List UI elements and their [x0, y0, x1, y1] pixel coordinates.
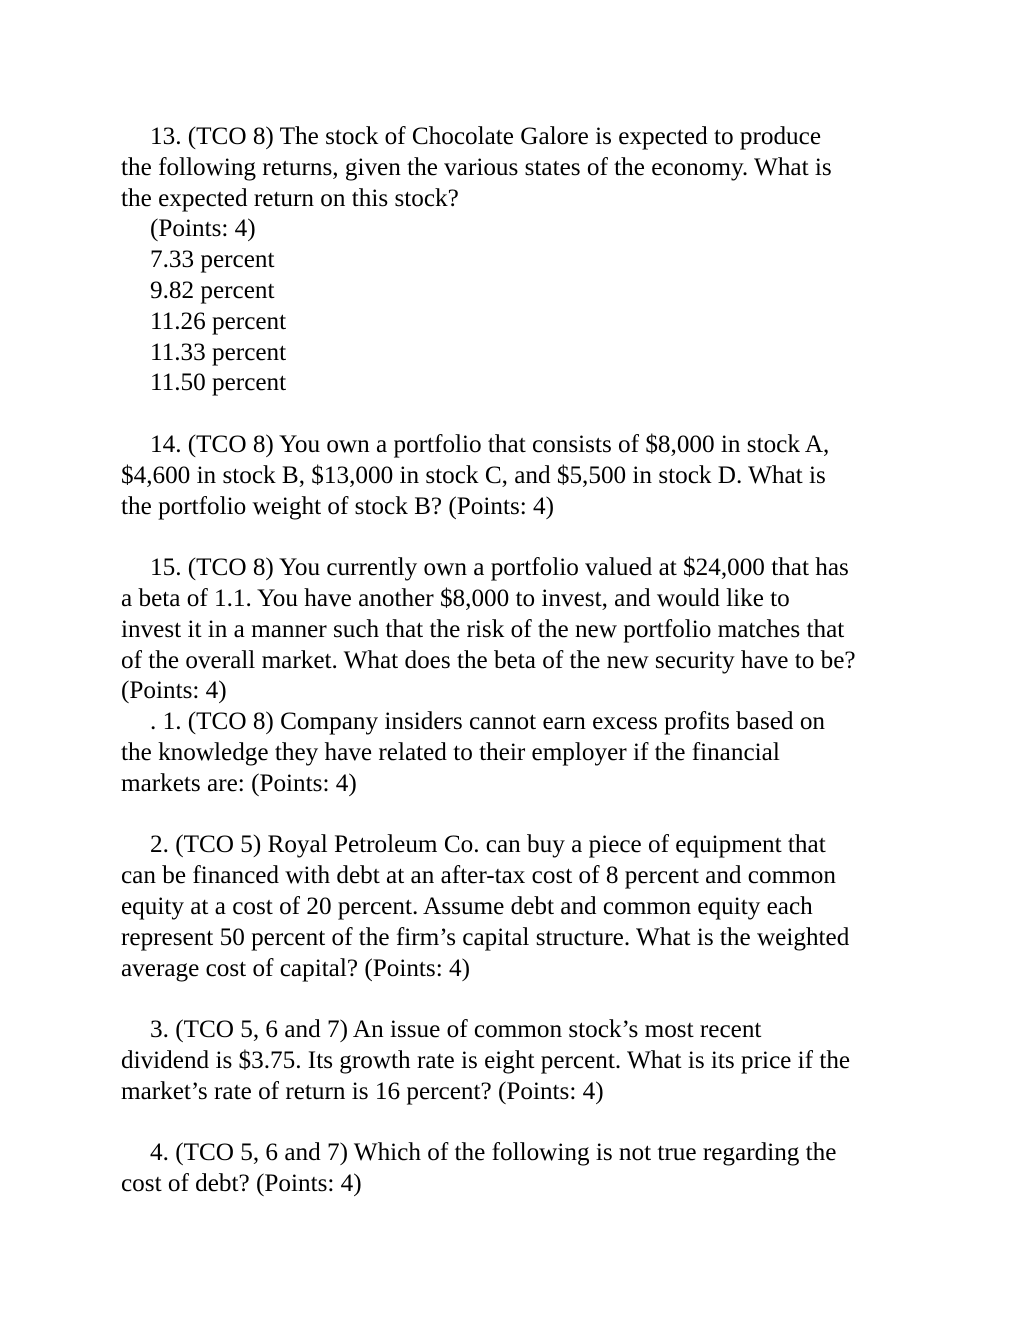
question-14-line-3: the portfolio weight of stock B? (Points: 4)	[121, 492, 555, 520]
question-15	[121, 553, 911, 707]
question-3	[121, 1015, 911, 1107]
paragraph-gap	[121, 800, 911, 831]
paragraph-gap	[121, 984, 911, 1015]
question-13-option-1: 7.33 percent	[150, 246, 275, 274]
question-15-line-1: 15. (TCO 8) You currently own a portfolio valued at $24,000 that has	[150, 554, 849, 582]
question-2-line-1: 2. (TCO 5) Royal Petroleum Co. can buy a piece of equipment that	[150, 831, 826, 859]
question-13-line-3: the expected return on this stock?	[121, 184, 459, 212]
question-13-option-3: 11.26 percent	[150, 307, 287, 335]
paragraph-gap	[121, 399, 911, 430]
question-14	[121, 430, 911, 522]
question-13	[121, 122, 911, 399]
question-2-line-3: equity at a cost of 20 percent. Assume debt and common equity each	[121, 892, 813, 920]
question-13-option-4: 11.33 percent	[150, 338, 287, 366]
question-3-line-2: dividend is $3.75. Its growth rate is eight percent. What is its price if the	[121, 1046, 851, 1074]
question-4	[121, 1138, 911, 1200]
question-4-line-1: 4. (TCO 5, 6 and 7) Which of the following is not true regarding the	[150, 1139, 837, 1167]
question-14-line-2: $4,600 in stock B, $13,000 in stock C, and $5,500 in stock D. What is	[121, 461, 826, 489]
question-13-points: (Points: 4)	[150, 215, 256, 243]
question-4-line-2: cost of debt? (Points: 4)	[121, 1170, 362, 1198]
document-page	[121, 122, 911, 1200]
question-13-option-5: 11.50 percent	[150, 369, 287, 397]
question-15-line-4: of the overall market. What does the beta of the new security have to be?	[121, 646, 856, 674]
question-3-line-1: 3. (TCO 5, 6 and 7) An issue of common stock’s most recent	[150, 1016, 762, 1044]
question-1	[121, 707, 911, 799]
question-13-line-2: the following returns, given the various states of the economy. What is	[121, 153, 832, 181]
question-15-line-2: a beta of 1.1. You have another $8,000 to invest, and would like to	[121, 584, 790, 612]
question-1-line-3: markets are: (Points: 4)	[121, 769, 357, 797]
question-2-line-4: represent 50 percent of the firm’s capital structure. What is the weighted	[121, 923, 850, 951]
question-2	[121, 830, 911, 984]
question-14-line-1: 14. (TCO 8) You own a portfolio that consists of $8,000 in stock A,	[150, 430, 830, 458]
question-1-line-1: . 1. (TCO 8) Company insiders cannot earn excess profits based on	[150, 708, 826, 736]
paragraph-gap	[121, 522, 911, 553]
paragraph-gap	[121, 1108, 911, 1139]
question-15-line-5: (Points: 4)	[121, 677, 227, 705]
question-1-line-2: the knowledge they have related to their employer if the financial	[121, 738, 780, 766]
question-3-line-3: market’s rate of return is 16 percent? (Points: 4)	[121, 1077, 604, 1105]
question-15-line-3: invest it in a manner such that the risk of the new portfolio matches that	[121, 615, 845, 643]
question-13-option-2: 9.82 percent	[150, 276, 275, 304]
question-2-line-2: can be financed with debt at an after-tax cost of 8 percent and common	[121, 862, 836, 890]
question-13-line-1: 13. (TCO 8) The stock of Chocolate Galore is expected to produce	[150, 123, 821, 150]
question-2-line-5: average cost of capital? (Points: 4)	[121, 954, 470, 982]
